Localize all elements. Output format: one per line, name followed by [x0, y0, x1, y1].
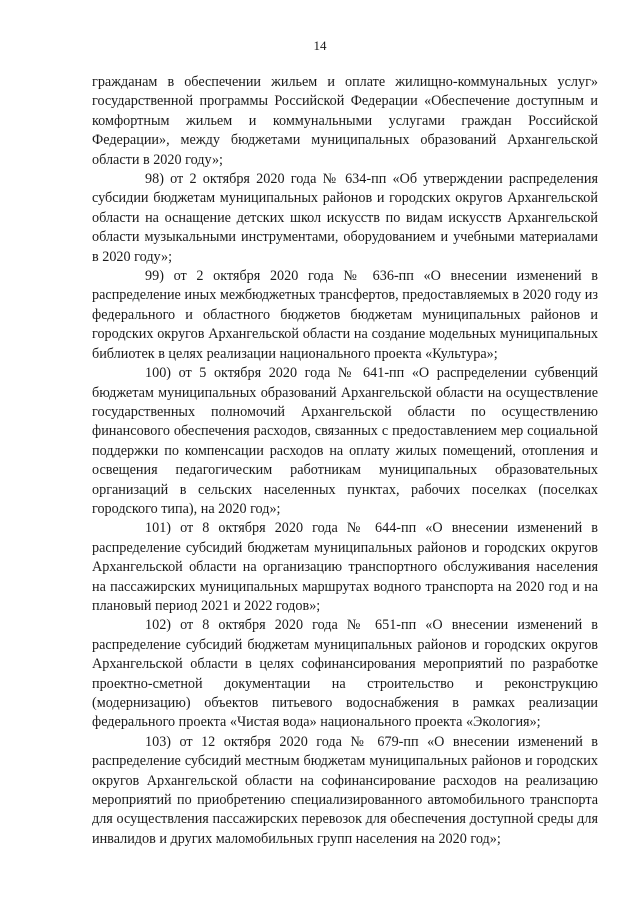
list-item-100: 100) от 5 октября 2020 года № 641-пп «О распределении субвенций бюджетам муниципальных образований Архангельской области на осуществление государственных полномочий Архангельской области по осуществлению финансового обеспечения расходов, связанных с предоставлением мер социальной поддержки по компенсации расходов на оплату жилых помещений, отопления и освещения педагогическим работникам муниципальных образовательных организаций в сельских населенных пунктах, рабочих поселках (поселках городского типа), на 2020 год»; — [92, 365, 598, 517]
paragraph-continuation: гражданам в обеспечении жильем и оплате жилищно-коммунальных услуг» государственной программы Российской Федерации «Обеспечение доступным и комфортным жильем и коммунальными услугами граждан Российской Федерации», между бюджетами муниципальных образований Архангельской области в 2020 году»; — [92, 74, 598, 168]
list-item-99: 99) от 2 октября 2020 года № 636-пп «О внесении изменений в распределение иных межбюджетных трансфертов, предоставляемых в 2020 году из федерального и областного бюджетов бюджетам муниципальных районов и городских округов Архангельской области на создание модельных муниципальных библиотек в целях реализации национального проекта «Культура»; — [92, 268, 598, 362]
list-item-102: 102) от 8 октября 2020 года № 651-пп «О внесении изменений в распределение субсидий бюджетам муниципальных районов и городских округов Архангельской области в целях софинансирования мероприятий по разработке проектно-сметной документации на строительство и реконструкцию (модернизацию) объектов питьевого водоснабжения в рамках реализации федерального проекта «Чистая вода» национального проекта «Экология»; — [92, 617, 598, 731]
list-item-101: 101) от 8 октября 2020 года № 644-пп «О внесении изменений в распределение субсидий бюджетам муниципальных районов и городских округов Архангельской области на организацию транспортного обслуживания населения на пассажирских муниципальных маршрутах водного транспорта на 2020 год и на плановый период 2021 и 2022 годов»; — [92, 520, 598, 614]
page-number: 14 — [313, 38, 327, 53]
document-body — [92, 73, 598, 849]
list-item-103: 103) от 12 октября 2020 года № 679-пп «О внесении изменений в распределение субсидий местным бюджетам муниципальных районов и городских округов Архангельской области на софинансирование расходов на реализацию мероприятий по приобретению специализированного автомобильного транспорта для осуществления пассажирских перевозок для обеспечения доступной среды для инвалидов и других маломобильных групп населения на 2020 год»; — [92, 733, 598, 847]
list-item-98: 98) от 2 октября 2020 года № 634-пп «Об утверждении распределения субсидии бюджетам муниципальных районов и городских округов Архангельской области на оснащение детских школ искусств по видам искусств Архангельской области музыкальными инструментами, оборудованием и учебными материалами в 2020 году»; — [92, 171, 598, 265]
